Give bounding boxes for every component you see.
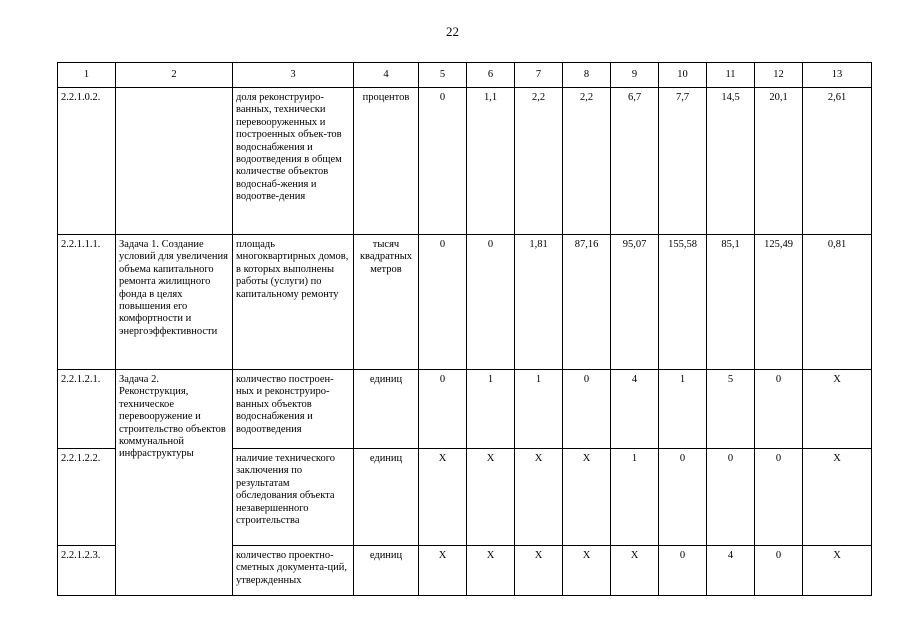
- table-row: [58, 235, 872, 370]
- value-cell: 0: [755, 546, 803, 596]
- value-cell: 1: [515, 370, 563, 449]
- column-number: 11: [707, 63, 755, 88]
- row-code: 2.2.1.0.2.: [58, 88, 116, 235]
- value-cell: 87,16: [563, 235, 611, 370]
- value-cell: 155,58: [659, 235, 707, 370]
- column-number: 13: [803, 63, 872, 88]
- column-number: 9: [611, 63, 659, 88]
- task-cell-empty: [116, 88, 233, 235]
- unit: тысяч квадратных метров: [354, 235, 419, 370]
- column-number: 8: [563, 63, 611, 88]
- indicator-name: наличие технического заключения по результатам обследования объекта незавершенного строительства: [233, 449, 354, 546]
- value-cell: X: [563, 546, 611, 596]
- value-cell: 0: [659, 546, 707, 596]
- value-cell: 0: [707, 449, 755, 546]
- column-number: 12: [755, 63, 803, 88]
- column-number: 10: [659, 63, 707, 88]
- column-number: 2: [116, 63, 233, 88]
- value-cell: 4: [611, 370, 659, 449]
- unit: единиц: [354, 449, 419, 546]
- value-cell: X: [467, 546, 515, 596]
- task-description: Задача 2. Реконструкция, техническое перевооружение и строительство объектов коммунальной инфраструктуры: [116, 370, 233, 596]
- value-cell: 0: [419, 370, 467, 449]
- value-cell: 125,49: [755, 235, 803, 370]
- value-cell: X: [563, 449, 611, 546]
- value-cell: 95,07: [611, 235, 659, 370]
- value-cell: 6,7: [611, 88, 659, 235]
- unit: единиц: [354, 370, 419, 449]
- value-cell: 1,81: [515, 235, 563, 370]
- value-cell: X: [467, 449, 515, 546]
- value-cell: 0: [563, 370, 611, 449]
- value-cell: 1: [467, 370, 515, 449]
- task-description: Задача 1. Создание условий для увеличения объема капитального ремонта жилищного фонда в целях повышения его комфортности и энергоэффективности: [116, 235, 233, 370]
- value-cell: 2,61: [803, 88, 872, 235]
- column-number: 5: [419, 63, 467, 88]
- value-cell: 4: [707, 546, 755, 596]
- indicator-name: площадь многоквартирных домов, в которых выполнены работы (услуги) по капитальному ремонту: [233, 235, 354, 370]
- column-number: 4: [354, 63, 419, 88]
- value-cell: 2,2: [563, 88, 611, 235]
- value-cell: 0: [755, 449, 803, 546]
- row-code: 2.2.1.2.2.: [58, 449, 116, 546]
- value-cell: 0: [659, 449, 707, 546]
- value-cell: X: [419, 449, 467, 546]
- value-cell: 20,1: [755, 88, 803, 235]
- row-code: 2.2.1.2.3.: [58, 546, 116, 596]
- column-number: 3: [233, 63, 354, 88]
- value-cell: 1: [611, 449, 659, 546]
- value-cell: 0: [467, 235, 515, 370]
- value-cell: X: [419, 546, 467, 596]
- value-cell: 1,1: [467, 88, 515, 235]
- row-code: 2.2.1.1.1.: [58, 235, 116, 370]
- page-number: 22: [446, 24, 459, 39]
- value-cell: X: [515, 449, 563, 546]
- table-header-row: [58, 63, 872, 88]
- value-cell: 7,7: [659, 88, 707, 235]
- column-number: 6: [467, 63, 515, 88]
- table-row: [58, 88, 872, 235]
- value-cell: 1: [659, 370, 707, 449]
- value-cell: X: [515, 546, 563, 596]
- row-code: 2.2.1.2.1.: [58, 370, 116, 449]
- value-cell: X: [611, 546, 659, 596]
- value-cell: 0: [755, 370, 803, 449]
- column-number: 1: [58, 63, 116, 88]
- column-number: 7: [515, 63, 563, 88]
- value-cell: 85,1: [707, 235, 755, 370]
- indicator-name: доля реконструиро-ванных, технически перевооруженных и построенных объек-тов водоснабжения и водоотведения в общем количестве объектов водоснаб-жения и водоотве-дения: [233, 88, 354, 235]
- value-cell: 14,5: [707, 88, 755, 235]
- value-cell: 0: [419, 235, 467, 370]
- indicator-name: количество проектно-сметных документа-ций, утвержденных: [233, 546, 354, 596]
- value-cell: X: [803, 370, 872, 449]
- value-cell: 0,81: [803, 235, 872, 370]
- indicator-table: [57, 62, 872, 596]
- value-cell: 0: [419, 88, 467, 235]
- indicator-name: количество построен-ных и реконструиро-ванных объектов водоснабжения и водоотведения: [233, 370, 354, 449]
- value-cell: 5: [707, 370, 755, 449]
- unit: единиц: [354, 546, 419, 596]
- value-cell: X: [803, 546, 872, 596]
- value-cell: 2,2: [515, 88, 563, 235]
- unit: процентов: [354, 88, 419, 235]
- value-cell: X: [803, 449, 872, 546]
- table-row: [58, 370, 872, 449]
